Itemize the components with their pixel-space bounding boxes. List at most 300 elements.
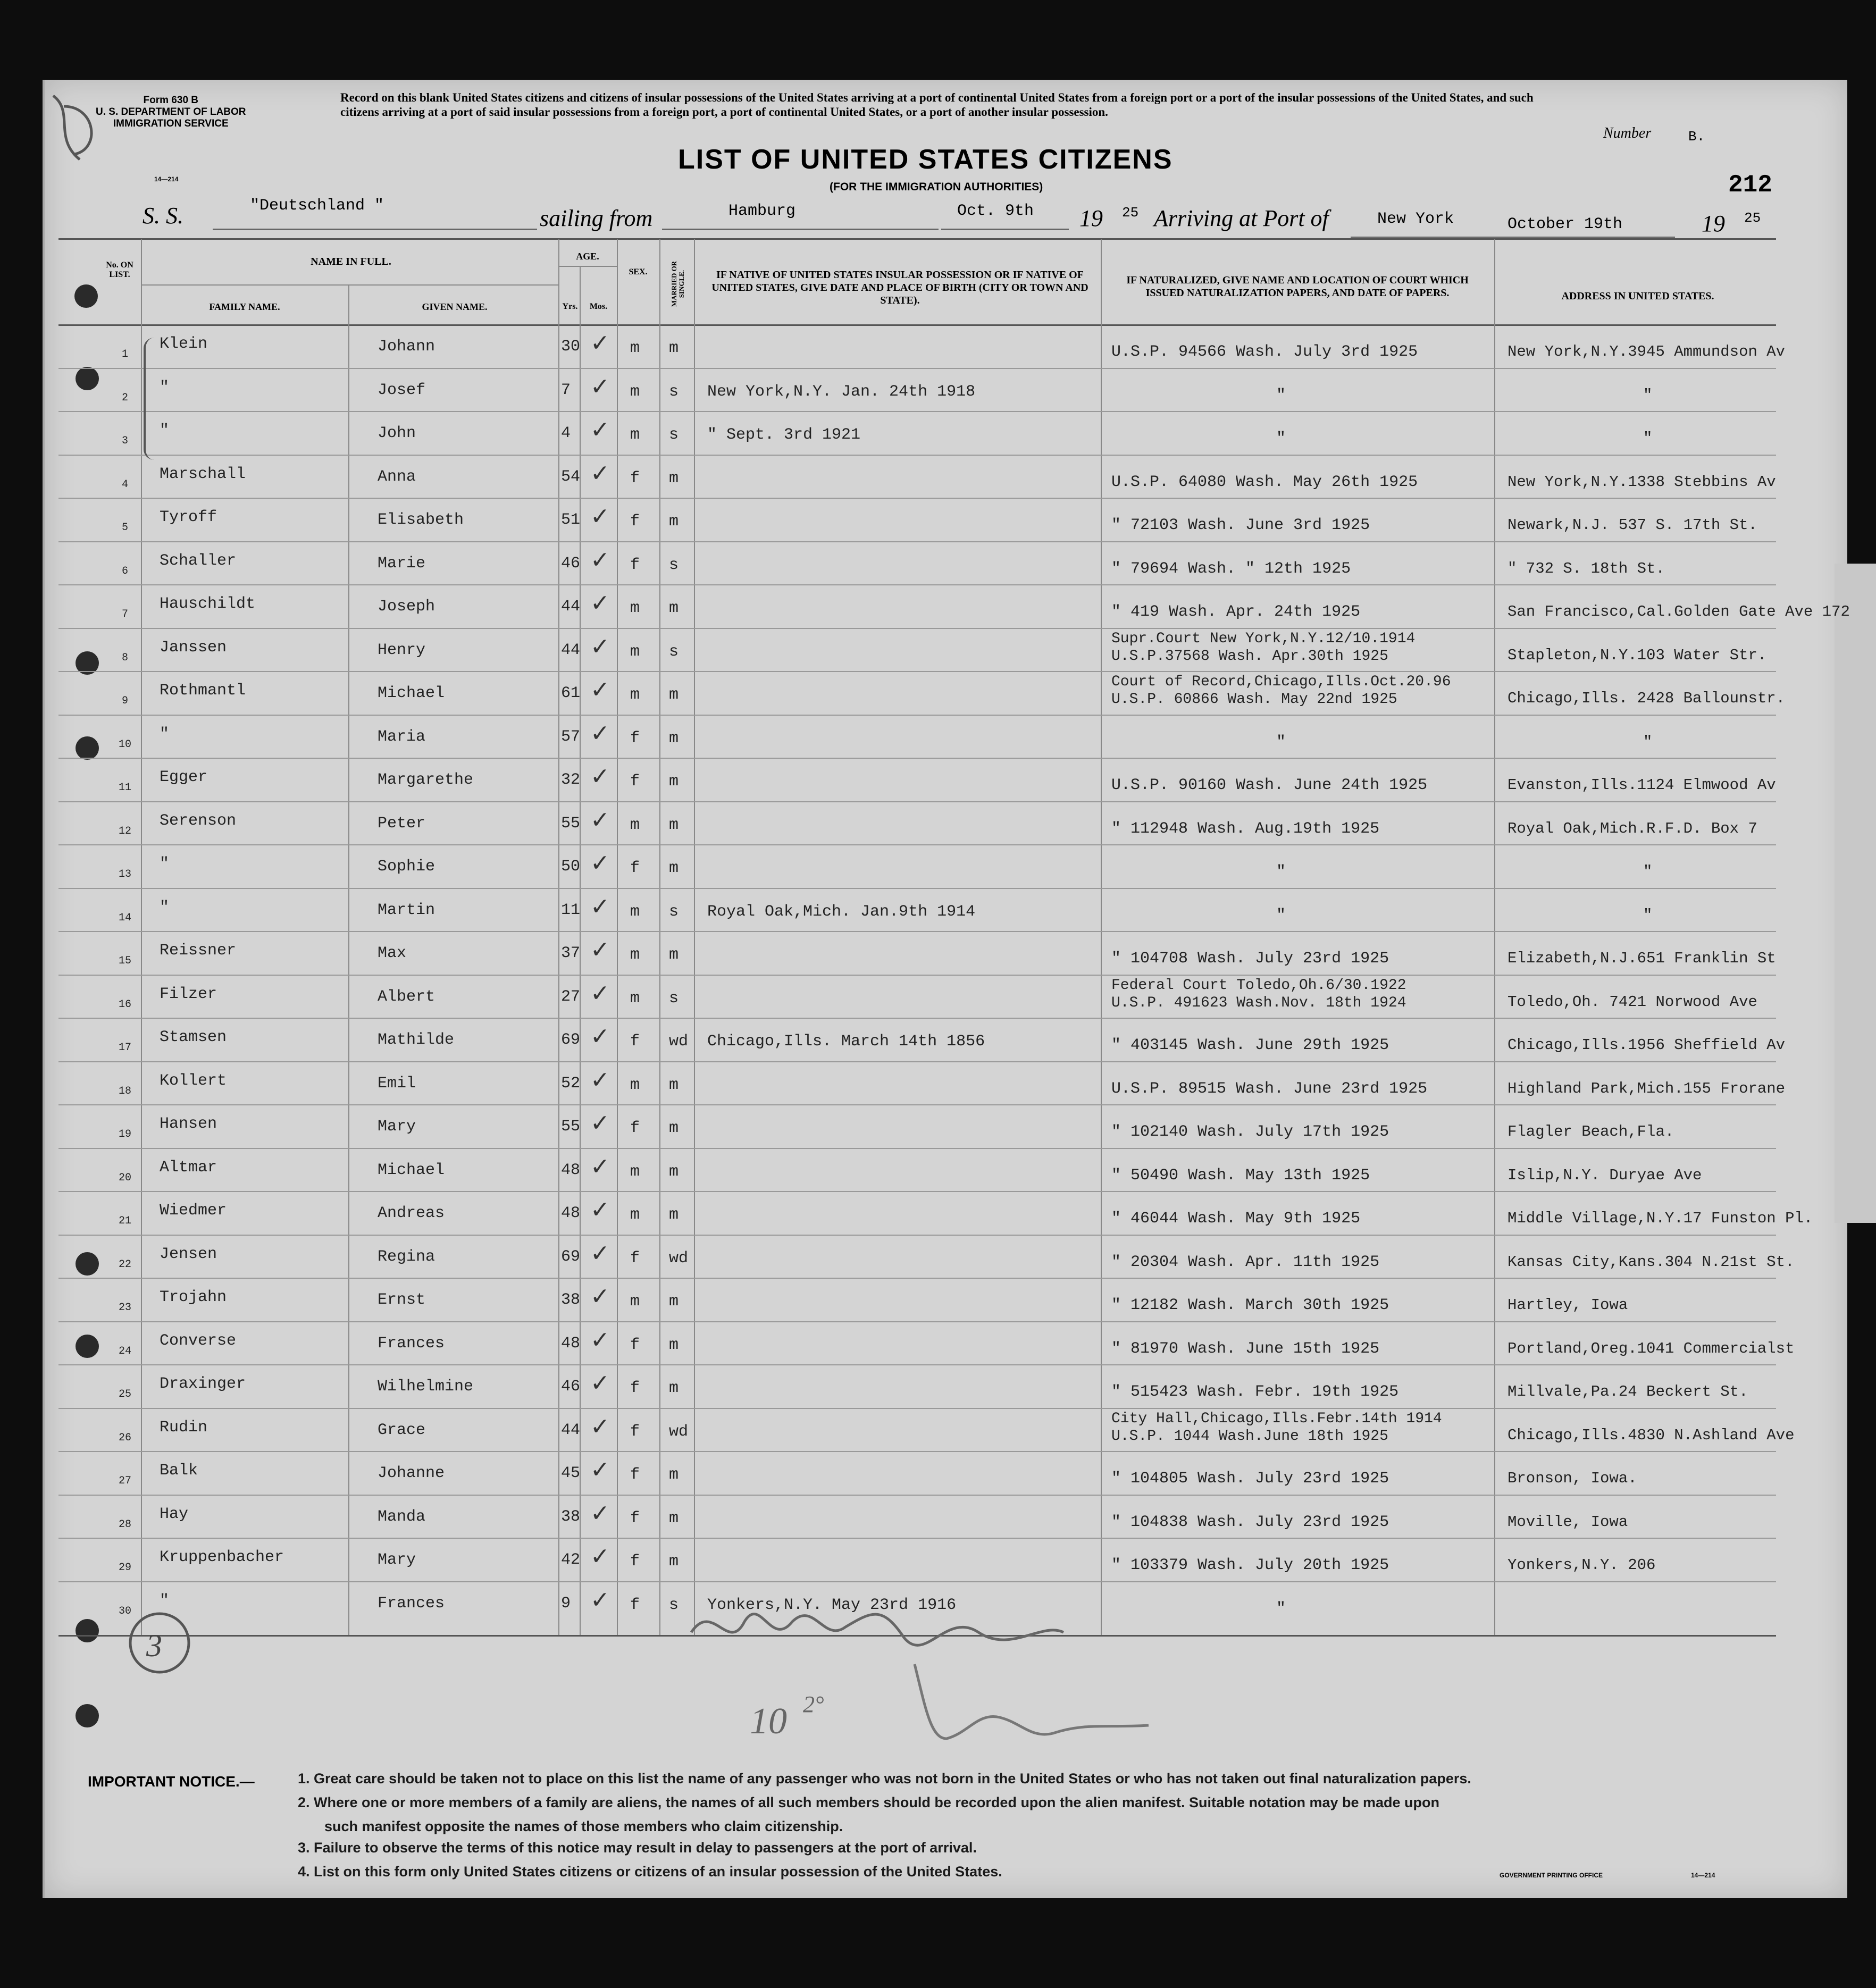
row-rule (58, 975, 1776, 976)
sex: f (630, 469, 640, 488)
printer-credit: GOVERNMENT PRINTING OFFICE (1500, 1872, 1603, 1879)
marital-status: m (669, 1379, 679, 1397)
naturalization-info: " 104708 Wash. July 23rd 1925 (1111, 950, 1389, 968)
checkmark-icon: ✓ (590, 764, 610, 790)
naturalization-info: " 46044 Wash. May 9th 1925 (1111, 1210, 1361, 1228)
paper-edge-strip (1835, 564, 1876, 1223)
checkmark-icon: ✓ (590, 980, 610, 1006)
header-married: MARRIED OR SINGLE. (670, 261, 685, 307)
sex: f (630, 1249, 640, 1268)
checkmark-icon: ✓ (590, 1500, 610, 1526)
given-name: Anna (378, 467, 416, 486)
naturalization-info: Federal Court Toledo,Oh.6/30.1922 (1111, 977, 1406, 994)
birth-info: Yonkers,N.Y. May 23rd 1916 (707, 1596, 957, 1614)
marital-status: s (669, 1596, 679, 1614)
checkmark-icon: ✓ (590, 504, 610, 530)
us-address: Islip,N.Y. Duryae Ave (1508, 1166, 1702, 1184)
checkmark-icon: ✓ (590, 720, 610, 746)
row-number: 13 (118, 868, 131, 880)
given-name: Michael (378, 684, 445, 702)
marital-status: wd (669, 1249, 689, 1268)
us-address: Hartley, Iowa (1508, 1296, 1628, 1314)
row-rule (58, 1061, 1776, 1062)
marital-status: m (669, 773, 679, 791)
us-address: Chicago,Ills.1956 Sheffield Av (1508, 1036, 1786, 1054)
us-address: Yonkers,N.Y. 206 (1508, 1556, 1656, 1574)
notice-line-1: 1. Great care should be taken not to place on this list the name of any passenger who was not born in the United States or who has not taken out final naturalization papers. (298, 1771, 1471, 1786)
handwritten-circle-mark (122, 1608, 197, 1677)
marital-status: m (669, 686, 679, 704)
us-address: " 732 S. 18th St. (1508, 559, 1665, 577)
given-name: Henry (378, 641, 426, 659)
given-name: Wilhelmine (378, 1378, 474, 1396)
naturalization-info: " 104805 Wash. July 23rd 1925 (1111, 1470, 1389, 1488)
sex: m (630, 686, 640, 704)
family-name: Converse (160, 1331, 237, 1350)
marital-status: m (669, 946, 679, 964)
row-number: 26 (118, 1431, 131, 1444)
handwritten-signature (681, 1590, 1202, 1749)
sex: m (630, 902, 640, 921)
row-number: 15 (118, 955, 131, 967)
given-name: Andreas (378, 1204, 445, 1222)
given-name: Martin (378, 901, 436, 919)
checkmark-icon: ✓ (590, 893, 610, 920)
row-number: 22 (118, 1258, 131, 1271)
age-years: 45 (561, 1464, 581, 1482)
us-address: New York,N.Y.3945 Ammundson Av (1508, 343, 1786, 360)
col-rule (558, 239, 559, 1635)
row-rule (58, 368, 1776, 369)
col-rule (348, 284, 349, 1635)
checkmark-icon: ✓ (590, 1413, 610, 1440)
table-top-rule (58, 238, 1776, 240)
age-years: 38 (561, 1291, 581, 1309)
col-rule (1101, 239, 1102, 1635)
row-rule (58, 1495, 1776, 1496)
family-name: Jensen (160, 1245, 217, 1263)
arrival-year-prefix: 19 (1702, 211, 1725, 237)
header-yrs: Yrs. (562, 302, 578, 311)
given-name: Regina (378, 1247, 436, 1266)
given-name: Max (378, 944, 407, 962)
age-years: 57 (561, 727, 581, 746)
given-name: Manda (378, 1507, 426, 1526)
family-name: Serenson (160, 811, 237, 830)
row-number: 6 (121, 565, 128, 577)
punch-hole (76, 367, 99, 390)
form-identification (96, 95, 246, 130)
row-rule (58, 1321, 1776, 1322)
checkmark-icon: ✓ (590, 1327, 610, 1353)
arrival-date: October 19th (1508, 215, 1623, 233)
age-years: 48 (561, 1161, 581, 1179)
sex: f (630, 773, 640, 791)
svg-text:3: 3 (146, 1628, 162, 1663)
family-name: " (160, 378, 170, 397)
us-address: " (1643, 386, 1653, 404)
age-years: 11 (561, 901, 581, 919)
age-years: 52 (561, 1074, 581, 1093)
naturalization-info: " 112948 Wash. Aug.19th 1925 (1111, 819, 1380, 838)
checkmark-icon: ✓ (590, 850, 610, 876)
date-underline (941, 229, 1069, 230)
checkmark-icon: ✓ (590, 417, 610, 443)
marital-status: s (669, 556, 679, 574)
age-years: 51 (561, 511, 581, 529)
us-address: Middle Village,N.Y.17 Funston Pl. (1508, 1210, 1813, 1227)
row-rule (58, 671, 1776, 672)
age-years: 42 (561, 1551, 581, 1569)
family-name: Rothmantl (160, 682, 246, 700)
number-value: B. (1688, 129, 1705, 145)
row-rule (58, 1278, 1776, 1279)
age-years: 55 (561, 814, 581, 833)
row-rule (58, 628, 1776, 629)
age-years: 69 (561, 1031, 581, 1049)
printer-code: 14—214 (1691, 1872, 1715, 1879)
sex: m (630, 1162, 640, 1181)
us-address: " (1643, 906, 1653, 924)
punch-hole (76, 1619, 99, 1642)
header-age: AGE. (576, 251, 599, 262)
given-name: Frances (378, 1334, 445, 1353)
us-address: New York,N.Y.1338 Stebbins Av (1508, 473, 1776, 491)
row-rule (58, 758, 1776, 759)
ship-name: "Deutschland " (250, 197, 384, 215)
naturalization-info: " 515423 Wash. Febr. 19th 1925 (1111, 1383, 1399, 1401)
sex: f (630, 513, 640, 531)
marital-status: s (669, 426, 679, 444)
marital-status: m (669, 599, 679, 617)
marital-status: m (669, 1509, 679, 1528)
row-number: 24 (118, 1345, 131, 1357)
departure-port: Hamburg (728, 202, 796, 220)
naturalization-info: " 20304 Wash. Apr. 11th 1925 (1111, 1253, 1380, 1271)
sex: f (630, 1466, 640, 1484)
header-no: No. ON LIST. (106, 261, 133, 279)
svg-text:2°: 2° (803, 1691, 824, 1717)
row-rule (58, 888, 1776, 889)
page-title: LIST OF UNITED STATES CITIZENS (678, 144, 1173, 175)
given-name: Johann (378, 338, 436, 356)
age-years: 69 (561, 1247, 581, 1266)
naturalization-info: Supr.Court New York,N.Y.12/10.1914 (1111, 630, 1416, 647)
port-underline (662, 229, 939, 230)
sex: f (630, 729, 640, 748)
sex: f (630, 1422, 640, 1441)
sex: m (630, 816, 640, 834)
service: IMMIGRATION SERVICE (113, 118, 229, 129)
row-number: 25 (118, 1388, 131, 1400)
header-naturalized: IF NATURALIZED, GIVE NAME AND LOCATION OF COURT WHICH ISSUED NATURALIZATION PAPERS, AND DATE OF PAPERS. (1126, 274, 1469, 299)
sex: m (630, 989, 640, 1008)
given-name: Peter (378, 814, 426, 833)
row-rule (58, 455, 1776, 456)
marital-status: m (669, 1336, 679, 1354)
us-address: Moville, Iowa (1508, 1513, 1628, 1531)
header-native: IF NATIVE OF UNITED STATES INSULAR POSSESSION OR IF NATIVE OF UNITED STATES, GIVE DATE AND PLACE OF BIRTH (CITY OR TOWN AND STATE). (711, 269, 1088, 306)
us-address: Newark,N.J. 537 S. 17th St. (1508, 516, 1757, 534)
naturalization-info: " 403145 Wash. June 29th 1925 (1111, 1036, 1389, 1054)
checkmark-icon: ✓ (590, 1110, 610, 1136)
checkmark-icon: ✓ (590, 590, 610, 616)
notice-line-2: 2. Where one or more members of a family are aliens, the names of all such members should be recorded upon the alien manifest. Suitable notation may be made upon (298, 1794, 1440, 1810)
sex: m (630, 642, 640, 661)
us-address: Millvale,Pa.24 Beckert St. (1508, 1383, 1748, 1400)
header-family: FAMILY NAME. (209, 301, 280, 312)
row-rule (58, 1538, 1776, 1539)
row-rule (58, 1104, 1776, 1105)
marital-status: s (669, 989, 679, 1008)
row-number: 5 (121, 522, 128, 534)
given-name: Grace (378, 1421, 426, 1439)
age-years: 32 (561, 771, 581, 789)
col-rule (617, 239, 618, 1635)
sail-year-prefix: 19 (1079, 205, 1103, 231)
row-rule (58, 844, 1776, 845)
sex: f (630, 1509, 640, 1528)
notice-line-4: 4. List on this form only United States citizens or citizens of an insular possession of the United States. (298, 1864, 1002, 1880)
row-number: 16 (118, 998, 131, 1011)
family-name: Kollert (160, 1071, 227, 1090)
family-name: Rudin (160, 1418, 208, 1437)
sex: m (630, 1206, 640, 1224)
us-address: Elizabeth,N.J.651 Franklin St (1508, 950, 1776, 967)
number-label: Number (1603, 125, 1652, 141)
marital-status: wd (669, 1422, 689, 1441)
header-mos: Mos. (589, 302, 608, 311)
marital-status: s (669, 642, 679, 661)
row-rule (58, 1018, 1776, 1019)
family-name: Schaller (160, 551, 237, 570)
arriving-label: Arriving at Port of (1154, 205, 1329, 231)
sex: m (630, 426, 640, 444)
notice-line-3: 3. Failure to observe the terms of this notice may result in delay to passengers at the port of arrival. (298, 1840, 977, 1856)
given-name: Mathilde (378, 1031, 455, 1049)
sex: m (630, 382, 640, 401)
checkmark-icon: ✓ (590, 460, 610, 486)
age-years: 44 (561, 1421, 581, 1439)
us-address: Stapleton,N.Y.103 Water Str. (1508, 646, 1767, 664)
given-name: Albert (378, 987, 436, 1006)
given-name: Emil (378, 1074, 416, 1093)
age-years: 7 (561, 381, 571, 399)
naturalization-info-line2: U.S.P. 60866 Wash. May 22nd 1925 (1111, 691, 1397, 708)
col-rule (1494, 239, 1495, 1635)
us-address: Evanston,Ills.1124 Elmwood Av (1508, 776, 1776, 794)
given-name: Johanne (378, 1464, 445, 1482)
header-name-in-full: NAME IN FULL. (311, 256, 391, 267)
us-address: Flagler Beach,Fla. (1508, 1123, 1674, 1140)
age-years: 46 (561, 1378, 581, 1396)
naturalization-info: " 79694 Wash. " 12th 1925 (1111, 559, 1351, 578)
naturalization-info: " (1276, 863, 1286, 881)
family-name: " (160, 1591, 170, 1610)
family-name: " (160, 725, 170, 743)
us-address: Toledo,Oh. 7421 Norwood Ave (1508, 993, 1757, 1011)
naturalization-info: U.S.P. 94566 Wash. July 3rd 1925 (1111, 343, 1418, 361)
header-sex: SEX. (629, 267, 648, 276)
sex: m (630, 599, 640, 617)
family-name: Hay (160, 1505, 189, 1523)
row-rule (58, 1364, 1776, 1365)
ship-underline (213, 229, 537, 230)
us-address: " (1643, 863, 1653, 880)
marital-status: s (669, 382, 679, 401)
row-rule (58, 1191, 1776, 1192)
marital-status: m (669, 1119, 679, 1137)
row-number: 10 (118, 738, 131, 751)
given-name: Mary (378, 1551, 416, 1569)
notice-line-2b: such manifest opposite the names of those members who claim citizenship. (324, 1818, 843, 1834)
form-code: 14—214 (154, 175, 179, 183)
name-subheader-rule (141, 284, 558, 286)
row-number: 23 (118, 1302, 131, 1314)
family-name: Egger (160, 768, 208, 786)
checkmark-icon: ✓ (590, 1067, 610, 1093)
us-address: Highland Park,Mich.155 Frorane (1508, 1079, 1786, 1097)
naturalization-info: U.S.P. 64080 Wash. May 26th 1925 (1111, 473, 1418, 491)
given-name: Elisabeth (378, 511, 464, 529)
given-name: Sophie (378, 858, 436, 876)
row-number: 2 (121, 391, 128, 404)
naturalization-info: " 103379 Wash. July 20th 1925 (1111, 1556, 1389, 1574)
row-number: 18 (118, 1085, 131, 1097)
age-years: 9 (561, 1594, 571, 1613)
family-name: Reissner (160, 942, 237, 960)
naturalization-info-line2: U.S.P.37568 Wash. Apr.30th 1925 (1111, 648, 1388, 665)
punch-hole (76, 1704, 99, 1727)
us-address: Portland,Oreg.1041 Commercialst (1508, 1339, 1795, 1357)
row-rule (58, 498, 1776, 499)
naturalization-info: " (1276, 386, 1286, 405)
given-name: Ernst (378, 1291, 426, 1309)
sailing-date: Oct. 9th (957, 202, 1034, 220)
age-years: 46 (561, 554, 581, 573)
age-years: 30 (561, 338, 581, 356)
header-address: ADDRESS IN UNITED STATES. (1561, 290, 1714, 302)
family-name: Klein (160, 335, 208, 353)
sex: f (630, 859, 640, 877)
marital-status: m (669, 729, 679, 748)
row-number: 19 (118, 1128, 131, 1140)
checkmark-icon: ✓ (590, 677, 610, 703)
family-name: Filzer (160, 985, 217, 1003)
marital-status: s (669, 902, 679, 921)
marital-status: m (669, 1206, 679, 1224)
sex: m (630, 339, 640, 357)
naturalization-info: " (1276, 430, 1286, 448)
marital-status: m (669, 816, 679, 834)
row-number: 14 (118, 911, 131, 924)
row-number: 20 (118, 1171, 131, 1184)
svg-text:10: 10 (750, 1701, 787, 1742)
us-address: " (1643, 430, 1653, 447)
given-name: Josef (378, 381, 426, 399)
age-years: 55 (561, 1118, 581, 1136)
ss-label: S. S. (143, 203, 183, 229)
row-rule (58, 584, 1776, 585)
us-address: San Francisco,Cal.Golden Gate Ave 172 (1508, 603, 1850, 620)
marital-status: m (669, 1076, 679, 1094)
marital-status: m (669, 1553, 679, 1571)
age-years: 38 (561, 1507, 581, 1526)
row-number: 11 (118, 782, 131, 794)
sex: f (630, 1119, 640, 1137)
row-number: 9 (121, 695, 128, 707)
checkmark-icon: ✓ (590, 1544, 610, 1570)
row-number: 3 (121, 435, 128, 447)
naturalization-info: U.S.P. 89515 Wash. June 23rd 1925 (1111, 1079, 1428, 1098)
family-name: Kruppenbacher (160, 1548, 284, 1566)
birth-info: Chicago,Ills. March 14th 1856 (707, 1033, 985, 1051)
us-address: Chicago,Ills. 2428 Ballounstr. (1508, 690, 1786, 707)
sex: f (630, 1596, 640, 1614)
age-years: 37 (561, 944, 581, 962)
row-number: 7 (121, 608, 128, 620)
arrival-year: 25 (1744, 210, 1761, 226)
family-name: Balk (160, 1462, 198, 1480)
age-years: 50 (561, 858, 581, 876)
row-rule (58, 1148, 1776, 1149)
family-name: Marschall (160, 465, 246, 483)
family-name: " (160, 855, 170, 873)
family-name: Altmar (160, 1158, 217, 1177)
record-notice: Record on this blank United States citizens and citizens of insular possessions of the United States arriving at a port of continental United States from a foreign port or a port of the insular possessions of the United States, and such citizens arriving at a port of said insular possessions from a foreign port, a port of continental United States, or a port of another insular possession. (340, 91, 1534, 119)
row-rule (58, 1581, 1776, 1582)
family-name: Hauschildt (160, 595, 256, 613)
marital-status: m (669, 469, 679, 488)
age-years: 54 (561, 467, 581, 486)
age-years: 44 (561, 598, 581, 616)
header-given: GIVEN NAME. (422, 301, 488, 312)
checkmark-icon: ✓ (590, 1197, 610, 1223)
marital-status: m (669, 1293, 679, 1311)
row-number: 29 (118, 1562, 131, 1574)
checkmark-icon: ✓ (590, 1587, 610, 1613)
row-rule (58, 801, 1776, 802)
given-name: Maria (378, 727, 426, 746)
family-name: Janssen (160, 638, 227, 657)
row-rule (58, 1408, 1776, 1409)
header-bottom-rule (58, 324, 1776, 326)
birth-info: " Sept. 3rd 1921 (707, 426, 861, 444)
naturalization-info: City Hall,Chicago,Ills.Febr.14th 1914 (1111, 1410, 1442, 1427)
checkmark-icon: ✓ (590, 547, 610, 573)
checkmark-icon: ✓ (590, 373, 610, 400)
marital-status: wd (669, 1033, 689, 1051)
col-rule (141, 239, 142, 1635)
birth-info: New York,N.Y. Jan. 24th 1918 (707, 382, 976, 401)
naturalization-info: " (1276, 906, 1286, 925)
arrival-underline (1351, 237, 1675, 238)
family-name: " (160, 422, 170, 440)
naturalization-info: U.S.P. 90160 Wash. June 24th 1925 (1111, 776, 1428, 794)
punch-hole (76, 1335, 99, 1358)
given-name: Michael (378, 1161, 445, 1179)
family-name: Tyroff (160, 508, 217, 526)
naturalization-info: " 419 Wash. Apr. 24th 1925 (1111, 603, 1361, 621)
naturalization-info: " 12182 Wash. March 30th 1925 (1111, 1296, 1389, 1314)
naturalization-info: " 102140 Wash. July 17th 1925 (1111, 1123, 1389, 1141)
age-years: 4 (561, 424, 571, 442)
us-address: Bronson, Iowa. (1508, 1470, 1637, 1487)
given-name: Margarethe (378, 771, 474, 789)
sex: m (630, 1076, 640, 1094)
row-rule (58, 1235, 1776, 1236)
sex: f (630, 1033, 640, 1051)
